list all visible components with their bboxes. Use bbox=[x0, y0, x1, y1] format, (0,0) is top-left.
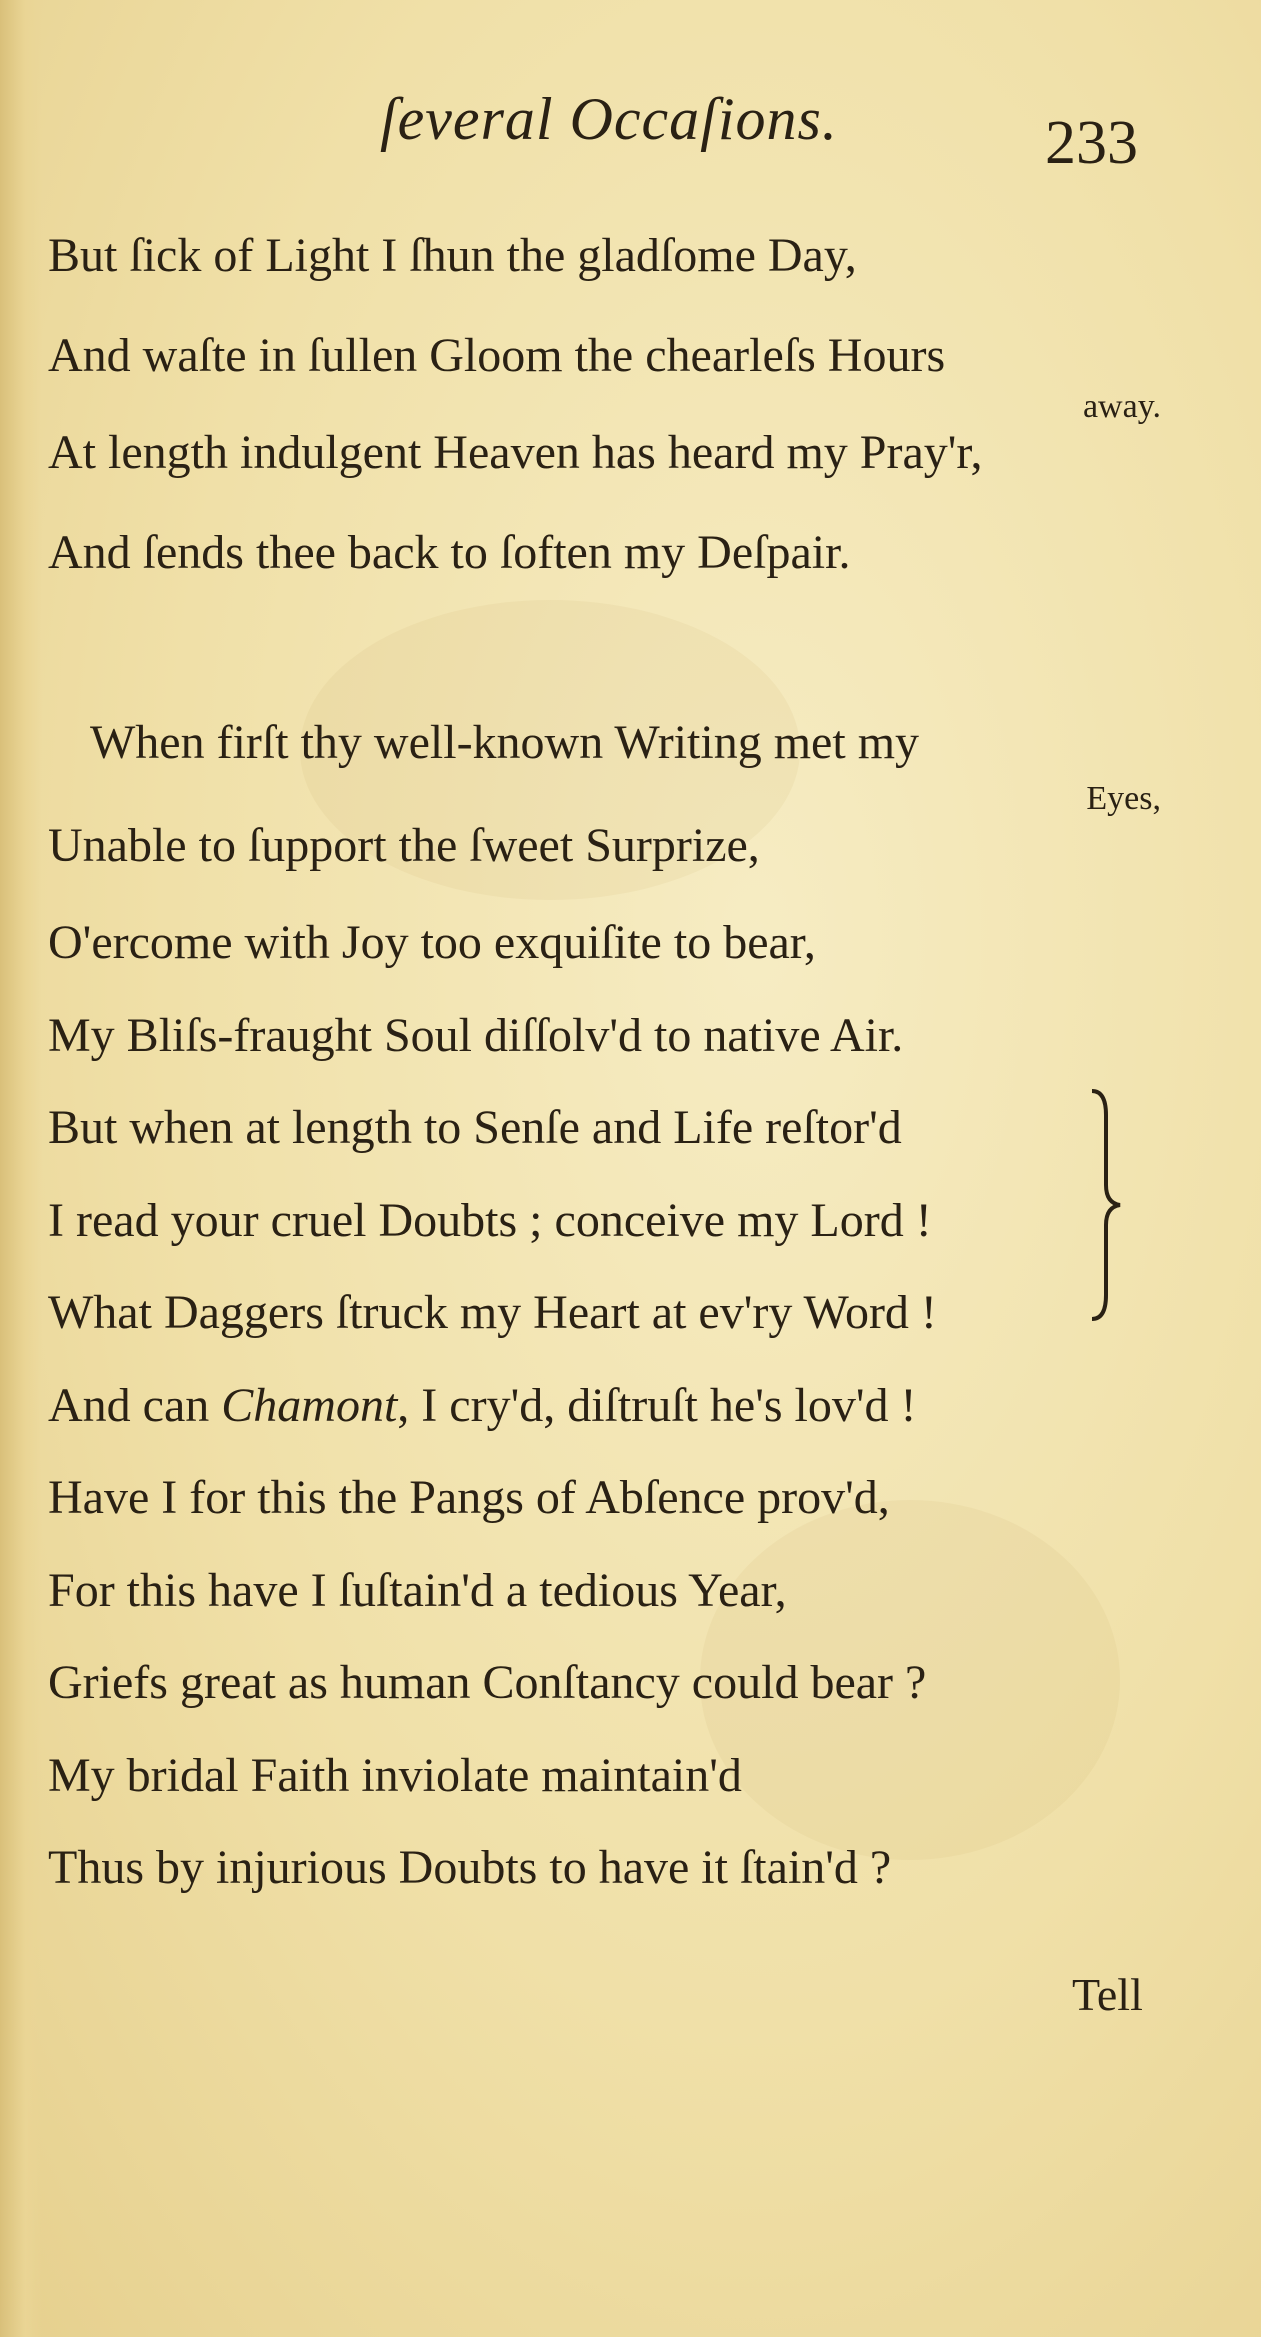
verse-line: What Daggers ſtruck my Heart at ev'ry Word ! bbox=[48, 1286, 937, 1339]
name-chamont: Chamont bbox=[221, 1379, 398, 1432]
verse-line: O'ercome with Joy too exquiſite to bear, bbox=[48, 916, 816, 969]
verse-line: At length indulgent Heaven has heard my Pray'r, bbox=[48, 426, 983, 479]
catchword: Tell bbox=[1072, 1969, 1143, 2020]
verse-line: Griefs great as human Conſtancy could bear ? bbox=[48, 1656, 927, 1709]
verse-text: And can bbox=[48, 1379, 222, 1432]
verse-line: Thus by injurious Doubts to have it ſtain'd ? bbox=[48, 1841, 892, 1894]
verse-line: I read your cruel Doubts ; conceive my Lord ! bbox=[48, 1194, 932, 1247]
verse-line: My bridal Faith inviolate maintain'd bbox=[48, 1749, 742, 1802]
triplet-brace bbox=[1088, 1085, 1128, 1325]
page-number: 233 bbox=[1045, 109, 1138, 177]
verse-line bbox=[48, 1378, 916, 1433]
page-gutter-shadow bbox=[0, 0, 42, 2337]
verse-line: Have I for this the Pangs of Abſence prov'd, bbox=[48, 1471, 890, 1524]
running-title: ſeveral Occaſions. bbox=[380, 86, 838, 152]
verse-line: When firſt thy well-known Writing met my bbox=[90, 716, 920, 769]
verse-text: , I cry'd, diſtruſt he's lov'd ! bbox=[397, 1379, 917, 1432]
verse-turnover: away. bbox=[1082, 388, 1161, 425]
verse-line: But when at length to Senſe and Life reſtor'd bbox=[48, 1101, 902, 1154]
verse-line: For this have I ſuſtain'd a tedious Year, bbox=[48, 1564, 787, 1617]
verse-line: And waſte in ſullen Gloom the chearleſs Hours bbox=[48, 329, 946, 382]
verse-line: My Bliſs-fraught Soul diſſolv'd to native Air. bbox=[48, 1009, 904, 1062]
verse-line: But ſick of Light I ſhun the gladſome Day, bbox=[48, 229, 857, 282]
verse-turnover: Eyes, bbox=[1086, 780, 1161, 817]
verse-line: And ſends thee back to ſoften my Deſpair. bbox=[48, 526, 851, 579]
verse-line: Unable to ſupport the ſweet Surprize, bbox=[48, 819, 760, 872]
